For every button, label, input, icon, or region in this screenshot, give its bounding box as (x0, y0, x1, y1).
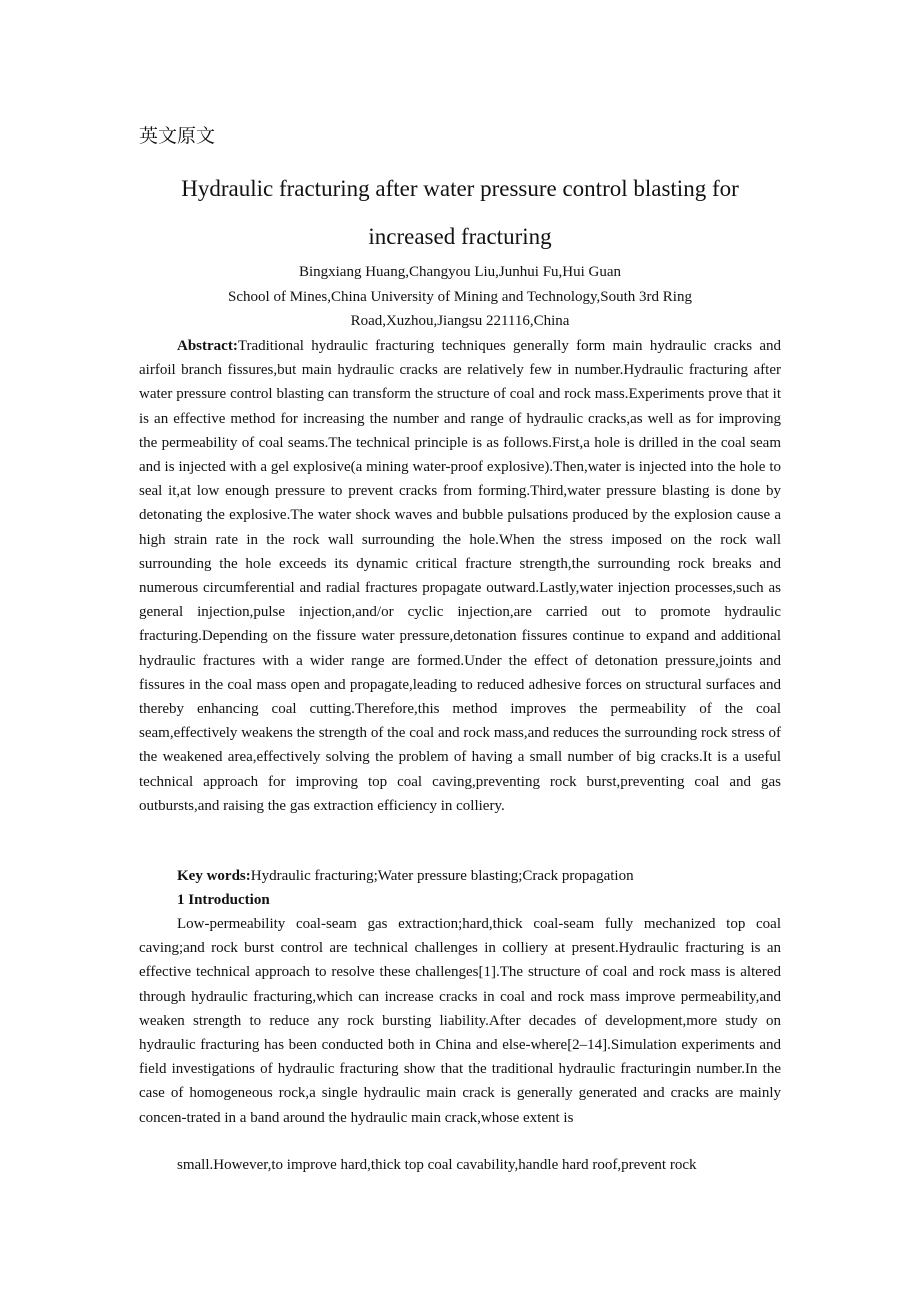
abstract-text: Traditional hydraulic fracturing techniques generally form main hydraulic cracks and airfoil branch fissures,but main hydraulic cracks are relatively few in number.Hydraulic fracturing after water pressure control blasting can transform the structure of coal and rock mass.Experiments prove that it is an effective method for increasing the number and range of hydraulic cracks,as well as for improving the permeability of coal seams.The technical principle is as follows.First,a hole is drilled in the coal seam and is injected with a gel explosive(a mining water-proof explosive).Then,water is injected into the hole to seal it,at low enough pressure to prevent cracks from forming.Third,water pressure blasting is done by detonating the explosive.The water shock waves and bubble pulsations produced by the explosion cause a high strain rate in the rock wall surrounding the hole.When the stress imposed on the rock wall surrounding the hole exceeds its dynamic critical fracture strength,the surrounding rock breaks and numerous circumferential and radial fractures propagate outward.Lastly,water injection processes,such as general injection,pulse injection,and/or cyclic injection,are carried out to promote hydraulic fracturing.Depending on the fissure water pressure,detonation fissures continue to expand and additional hydraulic fractures with a wider range are formed.Under the effect of detonation pressure,joints and fissures in the coal mass open and propagate,leading to reduced adhesive forces on structural surfaces and thereby enhancing coal cutting.Therefore,this method improves the permeability of the coal seam,effectively weakens the strength of the coal and rock mass,and reduces the surrounding rock stress of the weakened area,effectively solving the problem of having a small number of big cracks.It is a useful technical approach for improving top coal caving,preventing rock burst,preventing coal and gas outbursts,and raising the gas extraction efficiency in colliery. (139, 338, 781, 814)
affiliation (139, 285, 781, 333)
original-text-label: 英文原文 (139, 125, 216, 147)
abstract (139, 334, 781, 818)
affiliation-line-1: School of Mines,China University of Mining and Technology,South 3rd Ring (228, 289, 692, 305)
continued-paragraph (139, 1153, 781, 1177)
keywords (139, 864, 781, 888)
paper-title-line-1: Hydraulic fracturing after water pressure control blasting for (181, 176, 739, 201)
section-heading (139, 888, 781, 912)
paper-title-line-2: increased fracturing (368, 224, 552, 249)
continued-text: small.However,to improve hard,thick top coal cavability,handle hard roof,prevent rock (177, 1157, 697, 1173)
section-heading-text: 1 Introduction (177, 892, 270, 908)
affiliation-line-2: Road,Xuzhou,Jiangsu 221116,China (350, 313, 570, 329)
introduction-paragraph (139, 912, 781, 1130)
keywords-label: Key words: (177, 868, 251, 884)
keywords-text: Hydraulic fracturing;Water pressure blasting;Crack propagation (250, 868, 634, 884)
authors: Bingxiang Huang,Changyou Liu,Junhui Fu,Hui Guan (298, 264, 622, 280)
abstract-label: Abstract: (177, 338, 238, 354)
introduction-text: Low-permeability coal-seam gas extraction;hard,thick coal-seam fully mechanized top coal caving;and rock burst control are technical challenges in colliery at present.Hydraulic fracturing is an effective technical approach to resolve these challenges[1].The structure of coal and rock mass is altered through hydraulic fracturing,which can increase cracks in coal and rock mass improve permeability,and weaken strength to reduce any rock bursting liability.After decades of development,more study on hydraulic fracturing has been conducted both in China and else-where[2–14].Simulation experiments and field investigations of hydraulic fracturing show that the traditional hydraulic fracturingin number.In the case of homogeneous rock,a single hydraulic main crack is generally generated and cracks are mainly concen-trated in a band around the hydraulic main crack,whose extent is (139, 916, 781, 1126)
